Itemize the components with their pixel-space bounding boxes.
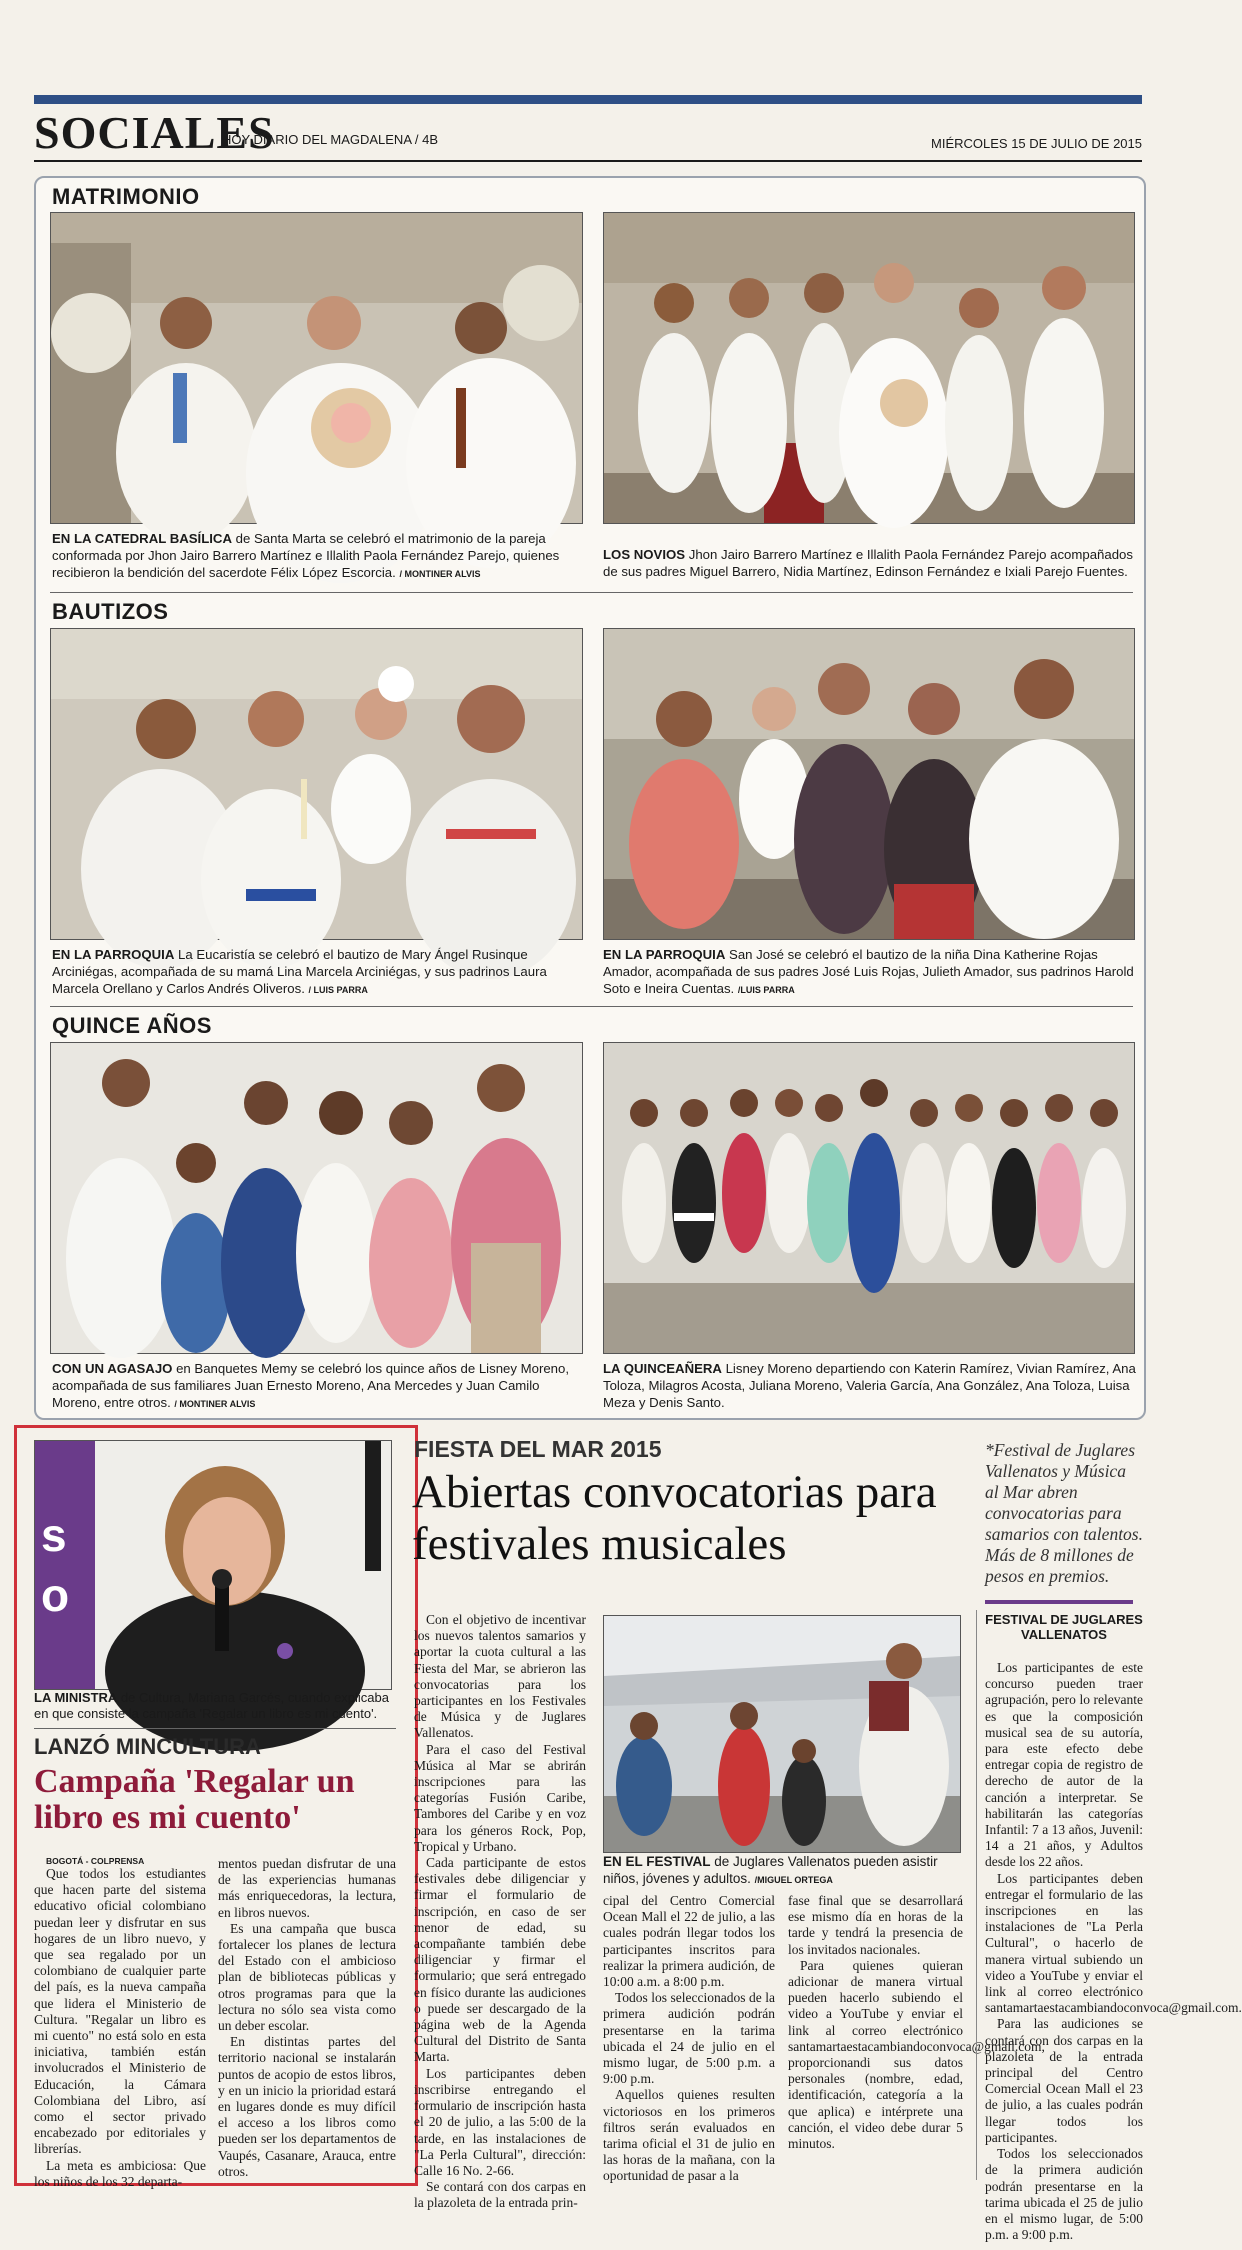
article-column-2: mentos puedan disfrutar de una de las experiencias humanas más enriquecedoras, la lectura, en libros nuevos. Es una campaña que busca fortalecer los planes de lectura del Estado con el ambicioso plan de bibliotecas públicas y otros programas para que la lectura no sólo sea vista como un deber escolar. En distintas partes del territorio nacional se instalarán puntos de acopio de estos libros, y en un inicio la prioridad estará en lugares donde es muy difícil el acceso a los libros como pueden ser los departamentos de Vaupés, Casanare, Arauca, entre otros. <box>218 1856 396 2179</box>
caption-lead: LA MINISTRA <box>34 1690 118 1705</box>
photo-credit: / LUIS PARRA <box>308 985 368 995</box>
caption-divider <box>34 1728 396 1729</box>
article-dateline: BOGOTÁ - COLPRENSA <box>46 1856 145 1866</box>
svg-text:s: s <box>41 1509 67 1561</box>
article-summary: *Festival de Juglares Vallenatos y Música al Mar abren convocatorias para samarios con talentos. Más de 8 millones de pesos en premios. <box>985 1440 1143 1586</box>
caption-lead: EN LA CATEDRAL BASÍLICA <box>52 531 232 546</box>
svg-text:o: o <box>41 1569 70 1621</box>
article-kicker: FIESTA DEL MAR 2015 <box>414 1436 662 1462</box>
summary-rule <box>985 1600 1133 1604</box>
sidebar-title: FESTIVAL DE JUGLARES VALLENATOS <box>985 1612 1143 1642</box>
wedding-ceremony-photo <box>50 212 583 524</box>
sidebar-column: Los participantes de este concurso pueden traer agrupación, pero lo relevante es que la composición musical sea de su autoría, para este efecto debe entregar copia de registro de derecho de autor de la canción a interpretar. Se habilitarán las categorías Infantil: 7 a 13 años, Juvenil: 14 a 21 años, y Adultos desde los 22 años. Los participantes deben entregar el formulario de las inscripciones en las instalaciones de "La Perla Cultural", o hacerlo de manera virtual subiendo un video a YouTube y enviar el link al correo electrónico santamartaestacambiandoconvoca@gmail.com. Para las audiciones se contará con dos carpas en la plazoleta de la entrada principal del Centro Comercial Ocean Mall el 23 de julio, a las cuales podrán llegar todos los participantes. Todos los seleccionados de la primera audición podrán presentarse en la tarima ubicada el 25 de julio en el mismo lugar, de 5:00 p.m. a 9:00 p.m. <box>985 1660 1242 2243</box>
quinceanera-family-caption: CON UN AGASAJO en Banquetes Memy se celebró los quince años de Lisney Moreno, acompañada de sus familiares Juan Ernesto Moreno, Ana Mercedes y Juan Camilo Moreno, entre otros. / MONTINER ALVIS <box>52 1361 570 1410</box>
caption-lead: EN LA PARROQUIA <box>603 947 726 962</box>
article-headline: Campaña 'Regalar un libro es mi cuento' <box>34 1763 355 1836</box>
photo-credit: / MONTINER ALVIS <box>174 1399 256 1409</box>
caption-lead: CON UN AGASAJO <box>52 1361 173 1376</box>
photo-credit: /LUIS PARRA <box>737 985 795 995</box>
baptism-candle-caption: EN LA PARROQUIA La Eucaristía se celebró el bautizo de Mary Ángel Rusinque Arciniégas, acompañada de su mamá Lina Marcela Arciniégas, y sus padrinos Laura Marcela Orellano y Carlos Andrés Oliveros. / LUIS PARRA <box>52 947 547 996</box>
festival-stage-photo <box>603 1615 961 1853</box>
caption-lead: EN EL FESTIVAL <box>603 1854 711 1869</box>
article-column-2: cipal del Centro Comercial Ocean Mall el 22 de julio, a las cuales podrán llegar todos los participantes inscritos para realizar la primera audición, de 10:00 a.m. a 8:00 p.m. Todos los seleccionados de la primera audición podrán presentarse en la tarima ubicada el 24 de julio en el mismo lugar, de 5:00 p.m. a 9:00 p.m. Aquellos quienes resulten victoriosos en los primeros filtros serán evaluados en tarima oficial el 31 de julio en las horas de la mañana, con la oportunidad de pasar a la <box>603 1893 775 2184</box>
baptism-family-caption: EN LA PARROQUIA San José se celebró el bautizo de la niña Dina Katherine Rojas Amador, acompañada de sus padres José Luis Rojas, Julieth Amador, sus padrinos Harold Soto e Ineira Cuentas. /LUIS PARRA <box>603 947 1134 996</box>
sidebar-divider <box>976 1610 977 2180</box>
article-column-1: Con el objetivo de incentivar los nuevos talentos samarios y aportar la cuota cultural a las Fiesta del Mar, se abrieron las convocatorias para los participantes en los Festivales de Música y de Juglares Vallenatos. Para el caso del Festival Música al Mar se abrirán inscripciones para las categorías Fusión Caribe, Tambores del Caribe y en voz para los géneros Rock, Pop, Tropical y Urbano. Cada participante de estos festivales debe diligenciar y firmar el formulario de inscripción, en caso de ser menor de edad, su acompañante también debe diligenciar y firmar el formulario; que será entregado en físico durante las audiciones o puede ser descargado de la página web de la Agenda Cultural del Distrito de Santa Marta. Los participantes deben inscribirse entregando el formulario de inscripción hasta el 20 de julio, a las 5:00 de la tarde, en las instalaciones de "La Perla Cultural", dirección: Calle 16 No. 2-66. Se contará con dos carpas en la plazoleta de la entrada prin- <box>414 1612 586 2211</box>
quinceanera-friends-photo <box>603 1042 1135 1354</box>
photo-credit: /MIGUEL ORTEGA <box>754 1875 833 1885</box>
article-column-3: fase final que se desarrollará ese mismo día en horas de la tarde y tendrá la presencia de los invitados nacionales. Para quienes quieran adicionar de manera virtual pueden hacerlo subiendo el video a YouTube y enviar el link al correo electrónico santamartaestacambiandoconvoca@gmail.com, proporcionandi sus datos personales (nombre, edad, identificación, categoría a la que aplica) e intérprete una canción, el video debe durar 5 minutos. <box>788 1893 1045 2152</box>
minister-photo-caption: LA MINISTRA de Cultura, Mariana Garcés, cuando explicaba en que consiste la campaña 'Regalar un libro es mi cuento'. <box>34 1690 390 1721</box>
section-heading-bautizos: BAUTIZOS <box>52 599 169 624</box>
section-heading-matrimonio: MATRIMONIO <box>52 184 200 209</box>
masthead-color-bar <box>34 95 1142 104</box>
wedding-family-photo <box>603 212 1135 524</box>
masthead-rule <box>34 160 1142 162</box>
article-kicker: LANZÓ MINCULTURA <box>34 1734 261 1759</box>
baptism-family-photo <box>603 628 1135 940</box>
quinceanera-family-photo <box>50 1042 583 1354</box>
article-headline: Abiertas convocatorias para festivales musicales <box>412 1466 937 1570</box>
section-divider <box>50 592 1133 593</box>
newspaper-name: HOY DIARIO DEL MAGDALENA / 4B <box>222 132 439 147</box>
caption-lead: LOS NOVIOS <box>603 547 686 562</box>
section-heading-quince-anos: QUINCE AÑOS <box>52 1013 212 1038</box>
caption-lead: EN LA PARROQUIA <box>52 947 175 962</box>
caption-lead: LA QUINCEAÑERA <box>603 1361 722 1376</box>
section-title: SOCIALES <box>34 107 275 158</box>
article-column-1: Que todos los estudiantes que hacen parte del sistema educativo oficial colombiano puedan leer y disfrutar en sus hogares de un libro nuevo, y que sea regalado por un colombiano de cualquier parte del país, es la nueva campaña que lidera el Ministerio de Cultura. "Regalar un libro es mi cuento" no está solo en esta iniciativa, también están involucrados el Ministerio de Educación, la Cámara Colombiana del Libro, así como el sector privado encabezado por editoriales y librerías. La meta es ambiciosa: Que los niños de los 32 departa- <box>34 1866 206 2189</box>
photo-credit: / MONTINER ALVIS <box>399 569 481 579</box>
publication-date: MIÉRCOLES 15 DE JULIO DE 2015 <box>931 136 1142 151</box>
quinceanera-friends-caption: LA QUINCEAÑERA Lisney Moreno departiendo con Katerin Ramírez, Vivian Ramírez, Ana Toloza, Milagros Acosta, Juliana Moreno, Valeria García, Ana González, Ana Toloza, Luisa Meza y Denis Santo. <box>603 1361 1136 1410</box>
baptism-candle-photo <box>50 628 583 940</box>
wedding-family-caption: LOS NOVIOS Jhon Jairo Barrero Martínez e Illalith Paola Fernández Parejo acompañados de sus padres Miguel Barrero, Nidia Martínez, Edinson Fernández e Ixiali Parejo Fuentes. <box>603 547 1133 579</box>
section-divider <box>50 1006 1133 1007</box>
minister-photo <box>34 1440 392 1690</box>
festival-photo-caption: EN EL FESTIVAL de Juglares Vallenatos pueden asistir niños, jóvenes y adultos. /MIGUEL ORTEGA <box>603 1854 938 1886</box>
wedding-caption: EN LA CATEDRAL BASÍLICA de Santa Marta se celebró el matrimonio de la pareja conformada por Jhon Jairo Barrero Martínez e Illalith Paola Fernández Parejo, quienes recibieron la bendición del sacerdote Félix López Escorcia. / MONTINER ALVIS <box>52 531 560 580</box>
